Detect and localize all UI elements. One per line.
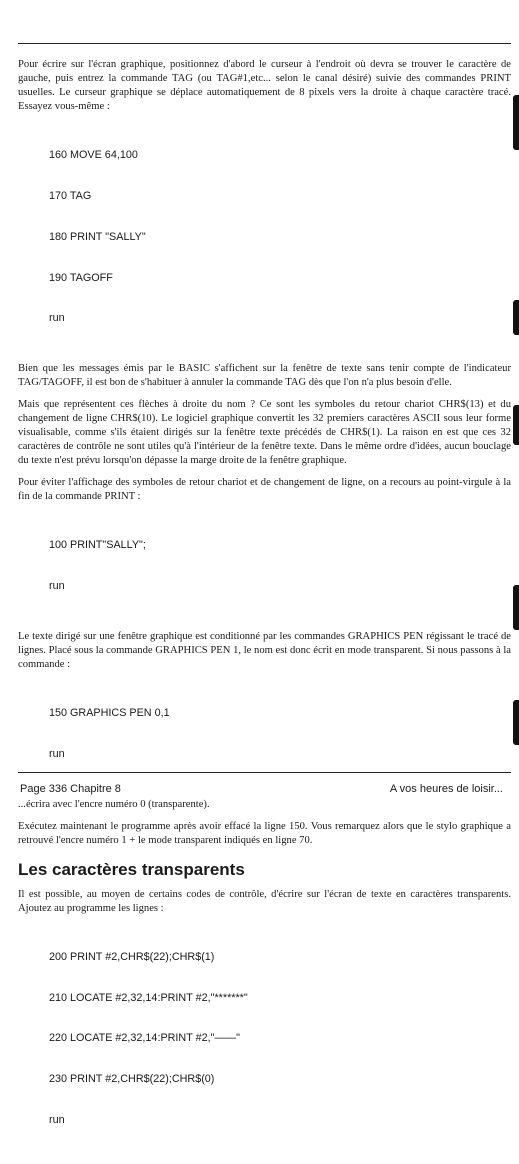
footer-page-label: Page 336 Chapitre 8 [20,783,121,795]
code-line: 160 MOVE 64,100 [49,149,138,162]
header-rule [18,43,511,44]
paragraph-5: Le texte dirigé sur une fenêtre graphique est conditionné par les commandes GRAPHICS PEN régissant le tracé de lignes. Placé sous la commande GRAPHICS PEN 1, le nom est donc écrit en mode transparent. Si nous passons à la commande : [18,630,511,670]
paragraph-2: Bien que les messages émis par le BASIC s'affichent sur la fenêtre de texte sans tenir compte de l'indicateur TAG/TAGOFF, il est bon de s'habituer à annuler la commande TAG dès que l'on n'a plus besoin d'elle. [18,363,511,389]
code-line: 230 PRINT #2,CHR$(22);CHR$(0) [49,1073,215,1086]
page-edge-shadow [513,700,519,745]
code-line: run [49,312,65,325]
footer-rule [18,772,511,773]
code-line: run [49,1113,65,1126]
code-block-1 [49,122,511,353]
page-edge-shadow [513,95,519,150]
code-line: run [49,747,65,760]
paragraph-8: Il est possible, au moyen de certains codes de contrôle, d'écrire sur l'écran de texte en caractères transparents. Ajoutez au programme les lignes : [18,888,511,914]
page-content [18,58,511,1164]
code-line: 210 LOCATE #2,32,14:PRINT #2,"*******" [49,991,248,1004]
paragraph-3: Mais que représentent ces flèches à droite du nom ? Ce sont les symboles du retour chariot CHR$(13) et du changement de ligne CHR$(10). Le logiciel graphique convertit les 32 premiers caractères ASCII sous leur forme visualisable, comme s'ils étaient dirigés sur la fenêtre texte précédés de CHR$(1). La raison en est que ces 32 caractères de contrôle ne sont utiles qu'à l'intérieur de la fenêtre texte. Dans le même ordre d'idées, aucun bouclage du texte n'est prévu lorsqu'on dépasse la marge droite de la fenêtre graphique. [18,399,511,467]
page-edge-shadow [513,585,519,630]
page-edge-shadow [513,300,519,335]
code-line: 190 TAGOFF [49,271,113,284]
paragraph-4: Pour éviter l'affichage des symboles de retour chariot et de changement de ligne, on a recours au point-virgule à la fin de la commande PRINT : [18,477,511,503]
code-line: 170 TAG [49,189,92,202]
code-line: 100 PRINT"SALLY"; [49,539,146,552]
paragraph-7: Exécutez maintenant le programme après avoir effacé la ligne 150. Vous remarquez alors que le stylo graphique a retrouvé l'encre numéro 1 + le mode transparent indiqués en ligne 70. [18,820,511,846]
paragraph-6: ...écrira avec l'encre numéro 0 (transparente). [18,798,210,810]
code-line: 200 PRINT #2,CHR$(22);CHR$(1) [49,950,215,963]
paragraph-1: Pour écrire sur l'écran graphique, positionnez d'abord le curseur à l'endroit où devra se trouver le caractère de gauche, puis entrez la commande TAG (ou TAG#1,etc... selon le canal désiré) suivie des commandes PRINT usuelles. Le curseur graphique se déplace automatiquement de 8 pixels vers la droite à chaque caractère tracé. Essayez vous-même : [18,59,511,112]
section-title: Les caractères transparents [18,859,245,879]
code-block-2 [49,512,511,621]
code-line: 180 PRINT "SALLY" [49,230,146,243]
code-line: run [49,580,65,593]
code-line: 220 LOCATE #2,32,14:PRINT #2,"——" [49,1032,240,1045]
code-line: 150 GRAPHICS PEN 0,1 [49,707,170,720]
code-block-4 [49,924,511,1155]
page-edge-shadow [513,405,519,445]
footer-book-title: A vos heures de loisir... [389,783,503,795]
